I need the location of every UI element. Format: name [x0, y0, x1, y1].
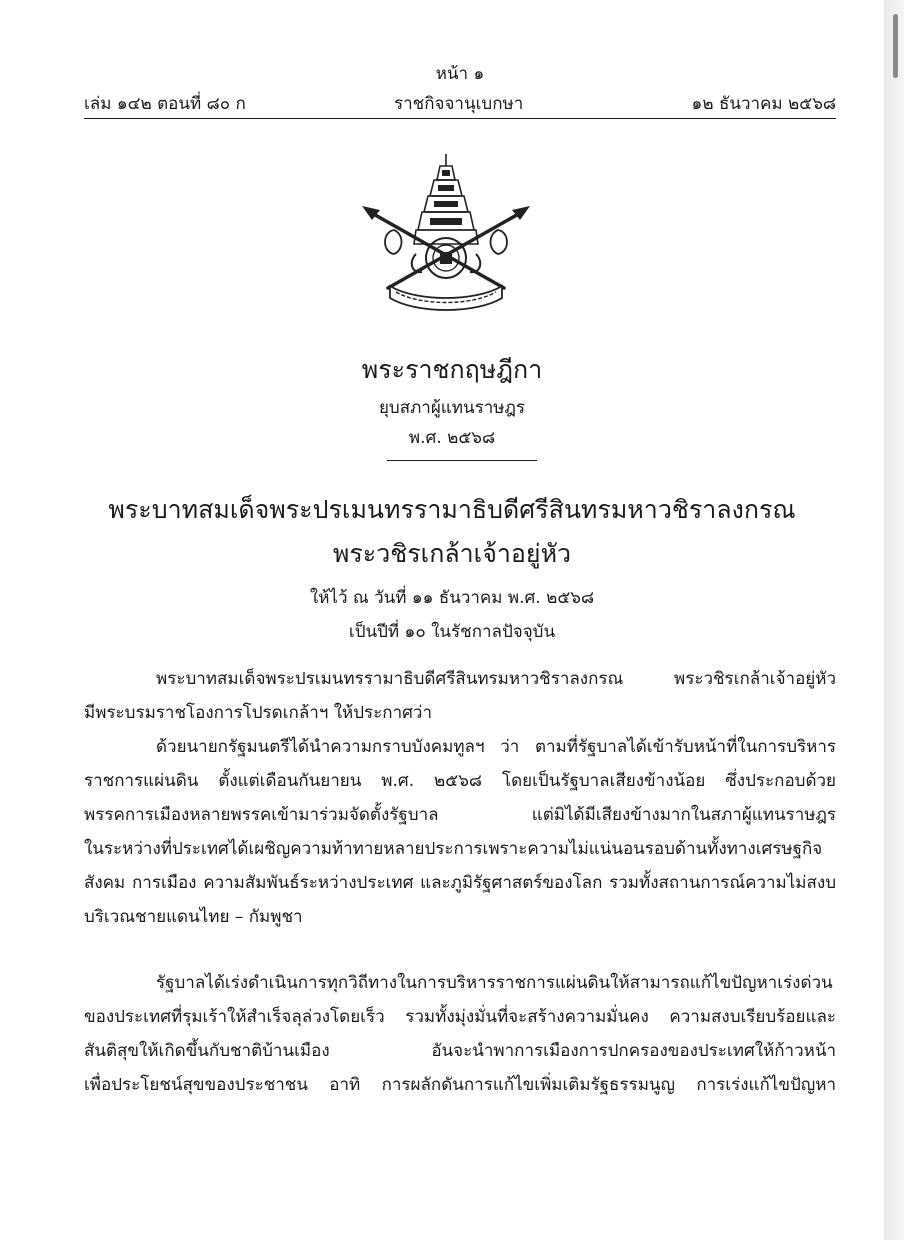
text-line: ราชการแผ่นดิน ตั้งแต่เดือนกันยายน พ.ศ. ๒๕๖๘ โดยเป็นรัฐบาลเสียงข้างน้อย ซึ่งประกอบด้วย: [84, 771, 836, 791]
text-line: สันติสุขให้เกิดขึ้นกับชาติบ้านเมือง อันจะนำพาการเมืองการปกครองของประเทศให้ก้าวหน้า: [84, 1041, 836, 1061]
decree-subject: ยุบสภาผู้แทนราษฎร: [378, 398, 526, 418]
paragraph-1: [84, 662, 836, 730]
king-name-line-2: พระวชิรเกล้าเจ้าอยู่หัว: [332, 539, 572, 568]
header-row: [84, 90, 836, 116]
text-line: ของประเทศที่รุมเร้าให้สำเร็จลุล่วงโดยเร็ว รวมทั้งมุ่งมั่นที่จะสร้างความมั่นคง ความสงบเรียบร้อยและ: [84, 1007, 836, 1027]
paragraph-2: [84, 730, 836, 934]
reign-year: เป็นปีที่ ๑๐ ในรัชกาลปัจจุบัน: [348, 622, 556, 642]
header-divider: [84, 118, 836, 119]
title-divider: [387, 460, 537, 461]
text-line: เพื่อประโยชน์สุขของประชาชน อาทิ การผลักดันการแก้ไขเพิ่มเติมรัฐธรรมนูญ การเร่งแก้ไขปัญหา: [84, 1075, 836, 1095]
gazette-header: [84, 56, 836, 126]
volume-issue: เล่ม ๑๔๒ ตอนที่ ๘๐ ก: [84, 94, 246, 114]
text-line: มีพระบรมราชโองการโปรดเกล้าฯ ให้ประกาศว่า: [84, 703, 433, 723]
text-line: รัฐบาลได้เร่งดำเนินการทุกวิถีทางในการบริหารราชการแผ่นดินให้สามารถแก้ไขปัญหาเร่งด่วน: [156, 973, 833, 993]
page-number: หน้า ๑: [435, 64, 485, 84]
text-line: ในระหว่างที่ประเทศได้เผชิญความท้าทายหลายประการเพราะความไม่แน่นอนรอบด้านทั้งทางเศรษฐกิจ: [84, 839, 823, 859]
text-line: สังคม การเมือง ความสัมพันธ์ระหว่างประเทศ และภูมิรัฐศาสตร์ของโลก รวมทั้งสถานการณ์ความไม่สงบ: [84, 873, 836, 893]
king-name-line-1: พระบาทสมเด็จพระปรเมนทรรามาธิบดีศรีสินทรมหาวชิราลงกรณ: [108, 495, 796, 524]
text-line: พรรคการเมืองหลายพรรคเข้ามาร่วมจัดตั้งรัฐบาล แต่มิได้มีเสียงข้างมากในสภาผู้แทนราษฎร: [84, 805, 836, 825]
royal-seal-emblem-icon: [356, 150, 536, 315]
text-line: บริเวณชายแดนไทย – กัมพูชา: [84, 907, 303, 927]
paragraph-3: [84, 966, 836, 1102]
edge-handle[interactable]: [893, 14, 898, 78]
given-date: ให้ไว้ ณ วันที่ ๑๑ ธันวาคม พ.ศ. ๒๕๖๘: [309, 588, 595, 608]
decree-title: พระราชกฤษฎีกา: [361, 355, 543, 384]
gazette-name: ราชกิจจานุเบกษา: [394, 94, 524, 114]
publication-date: ๑๒ ธันวาคม ๒๕๖๘: [691, 94, 836, 114]
decree-year: พ.ศ. ๒๕๖๘: [408, 428, 496, 448]
text-line: พระบาทสมเด็จพระปรเมนทรรามาธิบดีศรีสินทรมหาวชิราลงกรณ พระวชิรเกล้าเจ้าอยู่หัว: [156, 669, 836, 689]
text-line: ด้วยนายกรัฐมนตรีได้นำความกราบบังคมทูลฯ ว่า ตามที่รัฐบาลได้เข้ารับหน้าที่ในการบริหาร: [156, 737, 836, 757]
